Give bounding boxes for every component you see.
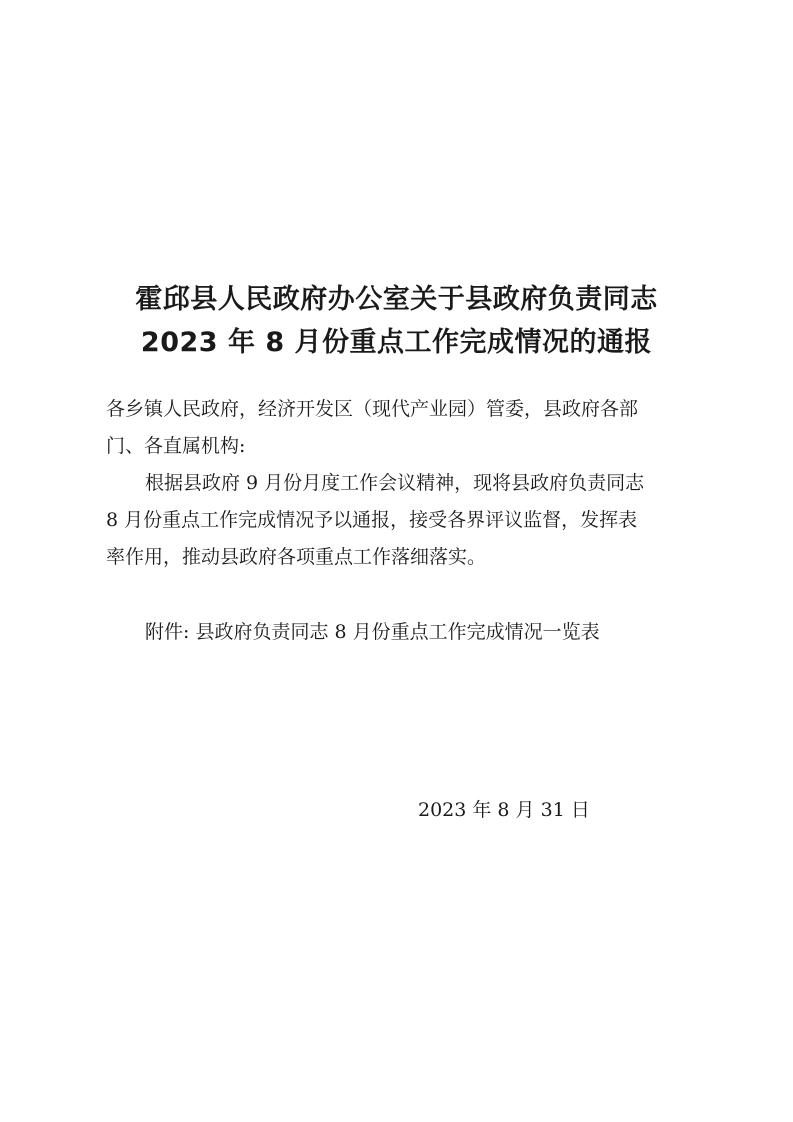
body-paragraph-line-3: 率作用，推动县政府各项重点工作落细落实。 xyxy=(106,546,487,568)
document-date: 2023 年 8 月 31 日 xyxy=(418,799,590,821)
body-paragraph-line-1: 根据县政府 9 月份月度工作会议精神，现将县政府负责同志 xyxy=(145,472,645,494)
attachment-note: 附件: 县政府负责同志 8 月份重点工作完成情况一览表 xyxy=(145,621,600,643)
document-title-line-1: 霍邱县人民政府办公室关于县政府负责同志 xyxy=(135,284,658,315)
document-title-line-2: 2023 年 8 月份重点工作完成情况的通报 xyxy=(140,327,653,358)
body-paragraph-line-2: 8 月份重点工作完成情况予以通报，接受各界评议监督，发挥表 xyxy=(106,509,638,531)
salutation-line-1: 各乡镇人民政府，经济开发区（现代产业园）管委，县政府各部 xyxy=(106,398,639,420)
salutation-line-2: 门、各直属机构: xyxy=(106,435,246,457)
